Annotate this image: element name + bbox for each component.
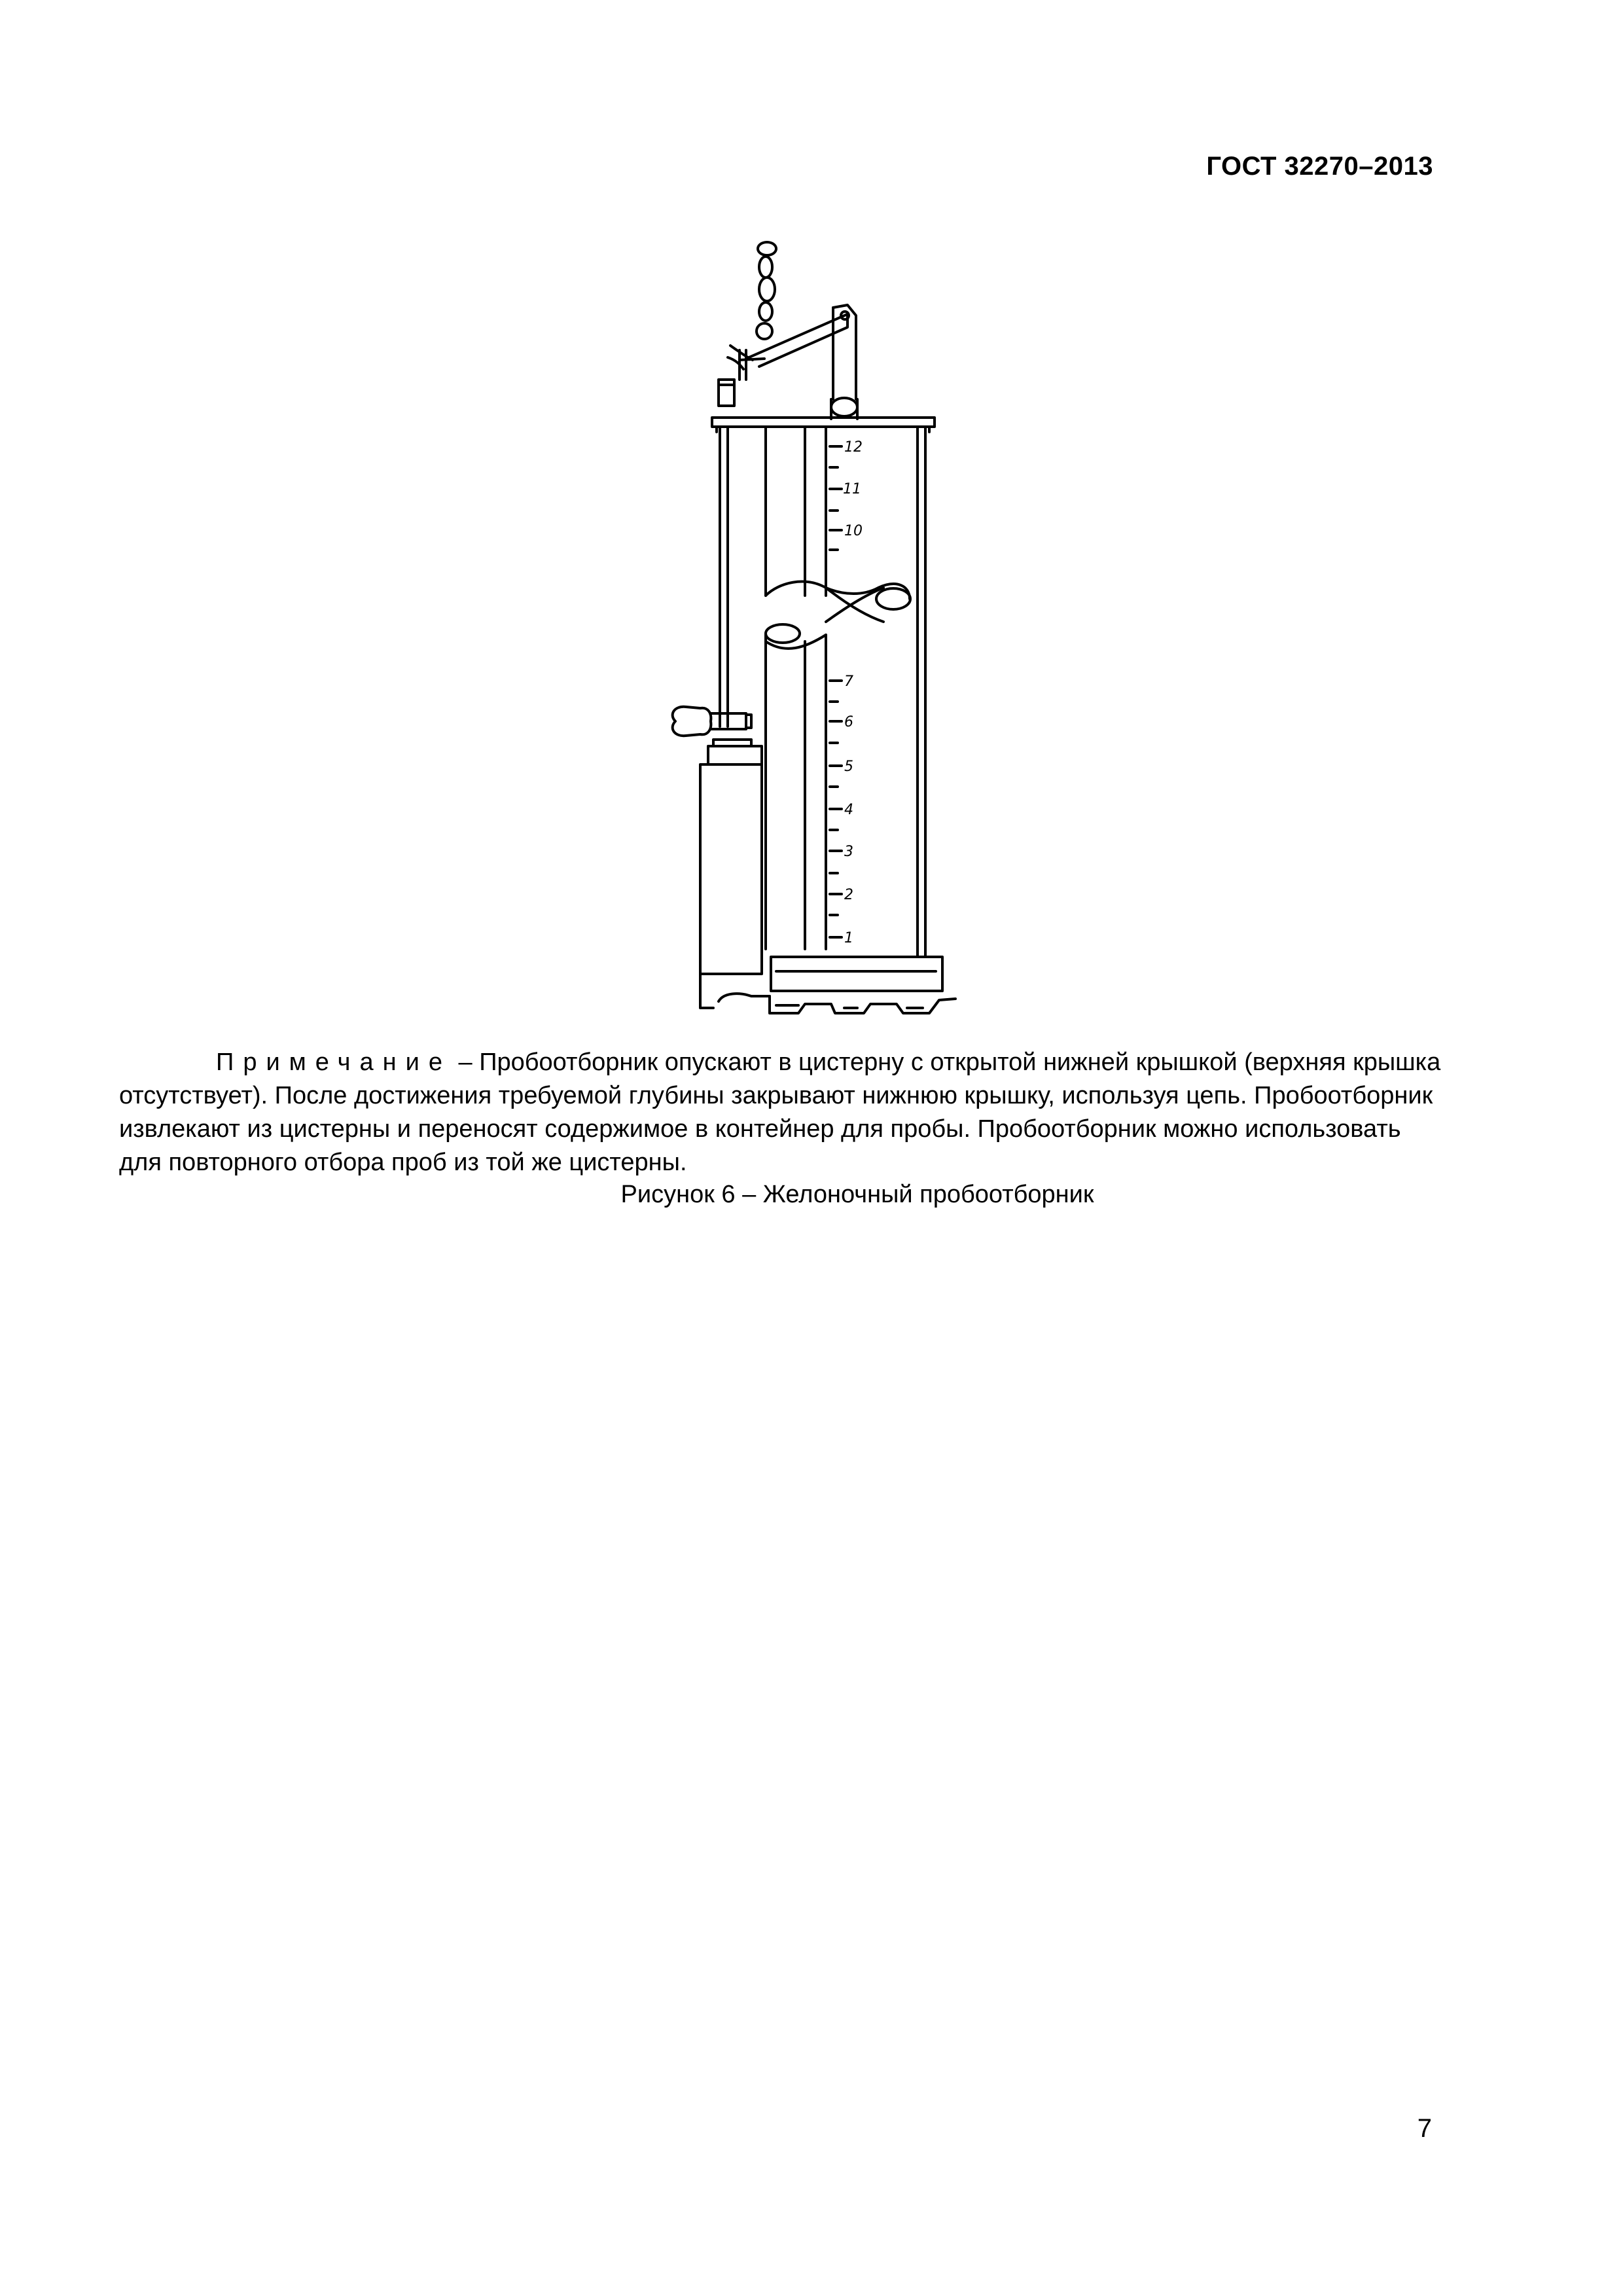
tube-break-symbol [766, 588, 910, 649]
frame-rods [918, 427, 925, 956]
page-number: 7 [1417, 2114, 1432, 2143]
figure-caption [0, 1178, 1623, 1211]
scale-label: 1 [844, 930, 853, 946]
scale-label: 12 [844, 439, 863, 456]
bottom-valve [700, 974, 955, 1013]
scale-label: 2 [844, 887, 853, 903]
left-rod [720, 427, 728, 726]
scale-label: 10 [844, 523, 863, 539]
note-label: Примечание [216, 1049, 452, 1076]
left-rod-cap [719, 380, 734, 406]
note-text: Пробоотборник опускают в цистерну с открытой нижней крышкой (верхняя крышка отсутствует). После достижения требуемой глубины закрывают нижнюю крышку, используя цепь. Пробоотборник извлекают из цистерны и переносят содержимое в контейнер для пробы. Пробоотборник можно использовать для повторного отбора проб из той же цистерны. [119, 1049, 1441, 1176]
document-header-code: ГОСТ 32270–2013 [1206, 152, 1433, 181]
hinge-post [831, 305, 857, 419]
figure-note [119, 1046, 1448, 1179]
top-plate [712, 418, 935, 432]
scale-label: 6 [844, 714, 853, 730]
scale-numerals [843, 439, 863, 946]
base-block [771, 957, 942, 991]
scale-label: 4 [844, 802, 853, 818]
lever-arm [728, 314, 847, 380]
scale-label: 11 [843, 481, 861, 497]
bailer-sampler-drawing [648, 229, 988, 1034]
note-paragraph [119, 1046, 1448, 1179]
graduated-tube-upper [766, 427, 910, 599]
scale-ticks [830, 446, 842, 937]
scale-label: 3 [844, 844, 853, 860]
note-dash: – [451, 1049, 480, 1076]
weight-cylinder [700, 740, 762, 974]
graduated-tube-lower [766, 634, 826, 949]
bailer-sampler-figure [648, 229, 988, 1034]
scale-label: 7 [844, 673, 853, 690]
scale-label: 5 [844, 759, 853, 775]
clamp-knob [673, 707, 751, 736]
chain [757, 242, 776, 339]
figure-caption-text: Рисунок 6 – Желоночный пробоотборник [620, 1181, 1094, 1208]
